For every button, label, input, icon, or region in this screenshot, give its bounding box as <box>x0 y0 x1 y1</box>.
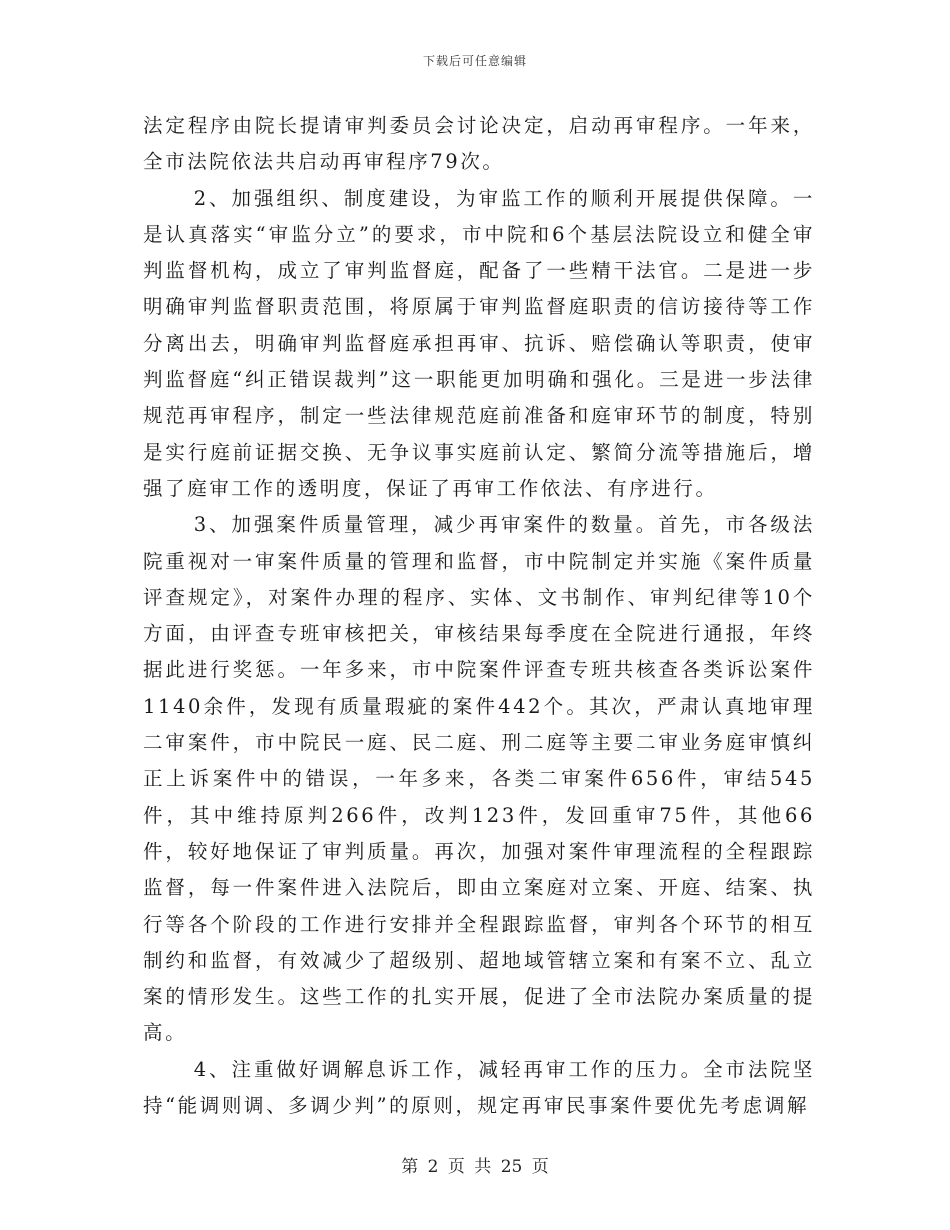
page-footer: 第 2 页 共 25 页 <box>401 1157 549 1177</box>
paragraph-section-4: 4、注重做好调解息诉工作，减轻再审工作的压力。全市法院坚持“能调则调、多调少判”的原则，规定再审民事案件要优先考虑调解 <box>143 1057 815 1118</box>
page-header: 下载后可任意编辑 <box>422 54 527 68</box>
document-body <box>143 108 815 1124</box>
paragraph-section-3: 3、加强案件质量管理，减少再审案件的数量。首先，市各级法院重视对一审案件质量的管理和监督，市中院制定并实施《案件质量评查规定》，对案件办理的程序、实体、文书制作、审判纪律等10个方面，由评查专班审核把关，审核结果每季度在全院进行通报，年终据此进行奖惩。一年多来，市中院案件评查专班共核查各类诉讼案件1140余件，发现有质量瑕疵的案件442个。其次，严肃认真地审理二审案件，市中院民一庭、民二庭、刑二庭等主要二审业务庭审慎纠正上诉案件中的错误，一年多来，各类二审案件656件，审结545件，其中维持原判266件，改判123件，发回重审75件，其他66件，较好地保证了审判质量。再次，加强对案件审理流程的全程跟踪监督，每一件案件进入法院后，即由立案庭对立案、开庭、结案、执行等各个阶段的工作进行安排并全程跟踪监督，审判各个环节的相互制约和监督，有效减少了超级别、超地域管辖立案和有案不立、乱立案的情形发生。这些工作的扎实开展，促进了全市法院办案质量的提高。 <box>143 513 815 1045</box>
paragraph-section-2: 2、加强组织、制度建设，为审监工作的顺利开展提供保障。一是认真落实“审监分立”的要求，市中院和6个基层法院设立和健全审判监督机构，成立了审判监督庭，配备了一些精干法官。二是进一步明确审判监督职责范围，将原属于审判监督庭职责的信访接待等工作分离出去，明确审判监督庭承担再审、抗诉、赔偿确认等职责，使审判监督庭“纠正错误裁判”这一职能更加明确和强化。三是进一步法律规范再审程序，制定一些法律规范庭前准备和庭审环节的制度，特别是实行庭前证据交换、无争议事实庭前认定、繁简分流等措施后，增强了庭审工作的透明度，保证了再审工作依法、有序进行。 <box>143 186 815 500</box>
paragraph-continuation: 法定程序由院长提请审判委员会讨论决定，启动再审程序。一年来，全市法院依法共启动再审程序79次。 <box>143 114 815 174</box>
